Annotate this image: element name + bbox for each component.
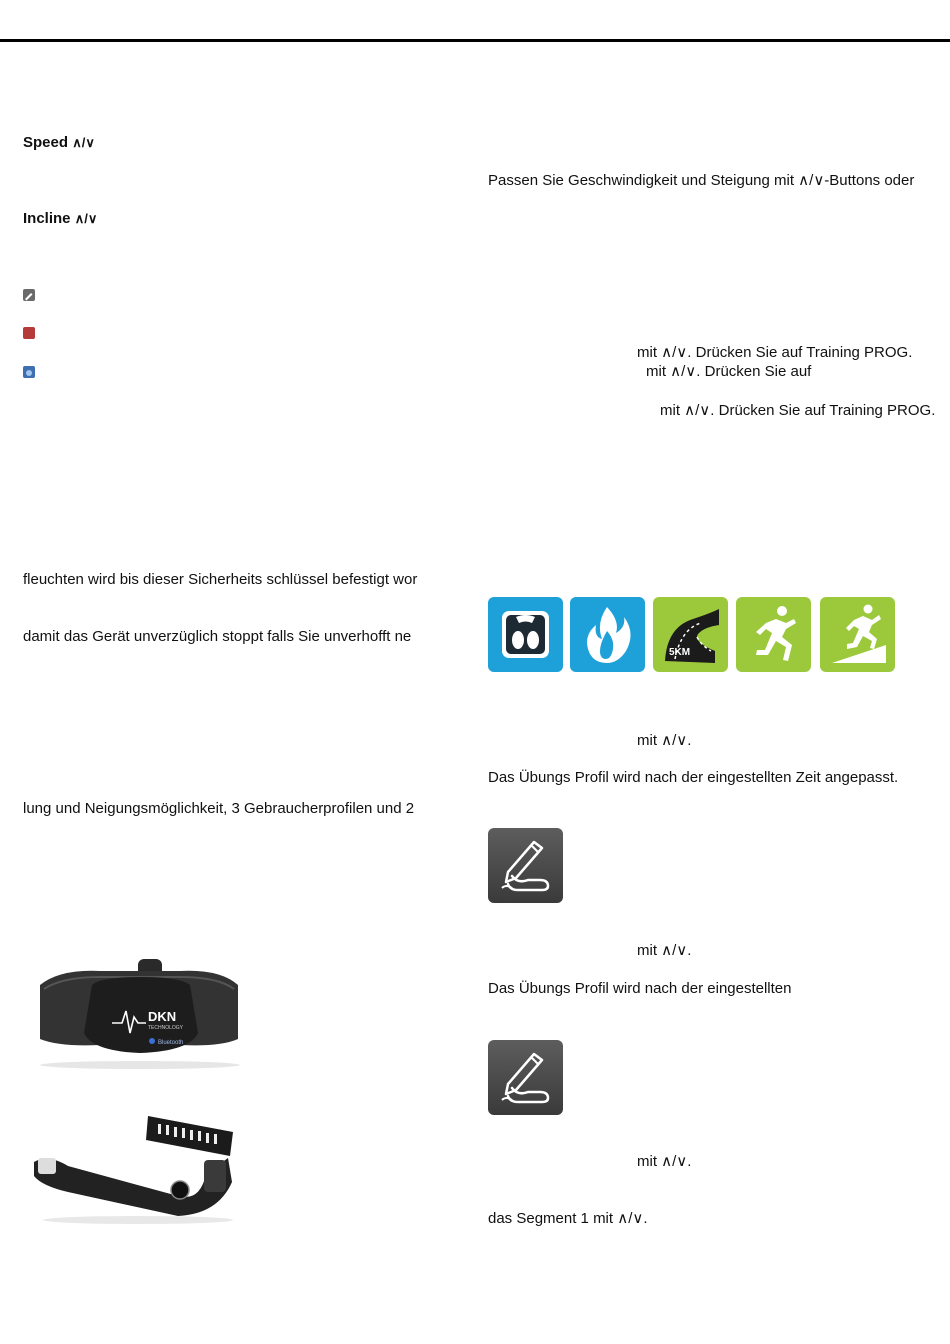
incline-label: Incline — [23, 210, 71, 227]
prog-line-1: mit ∧/∨. Drücken Sie auf Training PROG. — [637, 344, 913, 361]
mit-line-3: mit ∧/∨. — [637, 1153, 692, 1170]
mit-line-1: mit ∧/∨. — [637, 732, 692, 749]
chest-strap-logo: DKN — [148, 1009, 177, 1024]
speed-label: Speed — [23, 134, 69, 151]
header-rule — [0, 39, 950, 42]
chest-strap-sublogo: TECHNOLOGY — [148, 1025, 184, 1031]
segment-text: das Segment 1 mit ∧/∨. — [488, 1210, 648, 1227]
warning-line-1: fleuchten wird bis dieser Sicherheits schlüssel befestigt wor — [23, 571, 418, 588]
pen-icon[interactable] — [488, 828, 563, 903]
speed-arrows: ∧/∨ — [72, 135, 95, 150]
chest-strap-badge: Bluetooth — [158, 1040, 184, 1046]
profile-text-1: Das Übungs Profil wird nach der eingestellten Zeit angepasst. — [488, 769, 899, 786]
incline-arrows: ∧/∨ — [74, 211, 98, 226]
runner-icon[interactable] — [736, 597, 811, 672]
flame-icon[interactable] — [570, 597, 645, 672]
adjust-text: Passen Sie Geschwindigkeit und Steigung mit ∧/∨-Buttons oder — [488, 172, 915, 189]
wrist-band-image — [28, 1110, 238, 1225]
incline-row — [23, 210, 97, 228]
features-line: lung und Neigungsmöglichkeit, 3 Gebraucherprofilen und 2 — [23, 800, 415, 817]
runner-incline-icon[interactable] — [820, 597, 895, 672]
mit-line-2: mit ∧/∨. — [637, 942, 692, 959]
speed-row — [23, 134, 95, 152]
tile-5km-text: 5KM — [669, 647, 691, 658]
pen-small-icon — [23, 289, 35, 301]
profile-text-2: Das Übungs Profil wird nach der eingestellten — [488, 980, 792, 997]
prog-line-2: mit ∧/∨. Drücken Sie auf — [646, 363, 812, 380]
program-small-icon — [23, 366, 35, 378]
scale-icon[interactable] — [488, 597, 563, 672]
road-5km-icon[interactable] — [653, 597, 728, 672]
chest-strap-image — [30, 955, 242, 1070]
warning-line-2: damit das Gerät unverzüglich stoppt falls Sie unverhofft ne — [23, 628, 412, 645]
pen-icon[interactable] — [488, 1040, 563, 1115]
prog-line-3: mit ∧/∨. Drücken Sie auf Training PROG. — [660, 402, 936, 419]
stop-small-icon — [23, 327, 35, 339]
